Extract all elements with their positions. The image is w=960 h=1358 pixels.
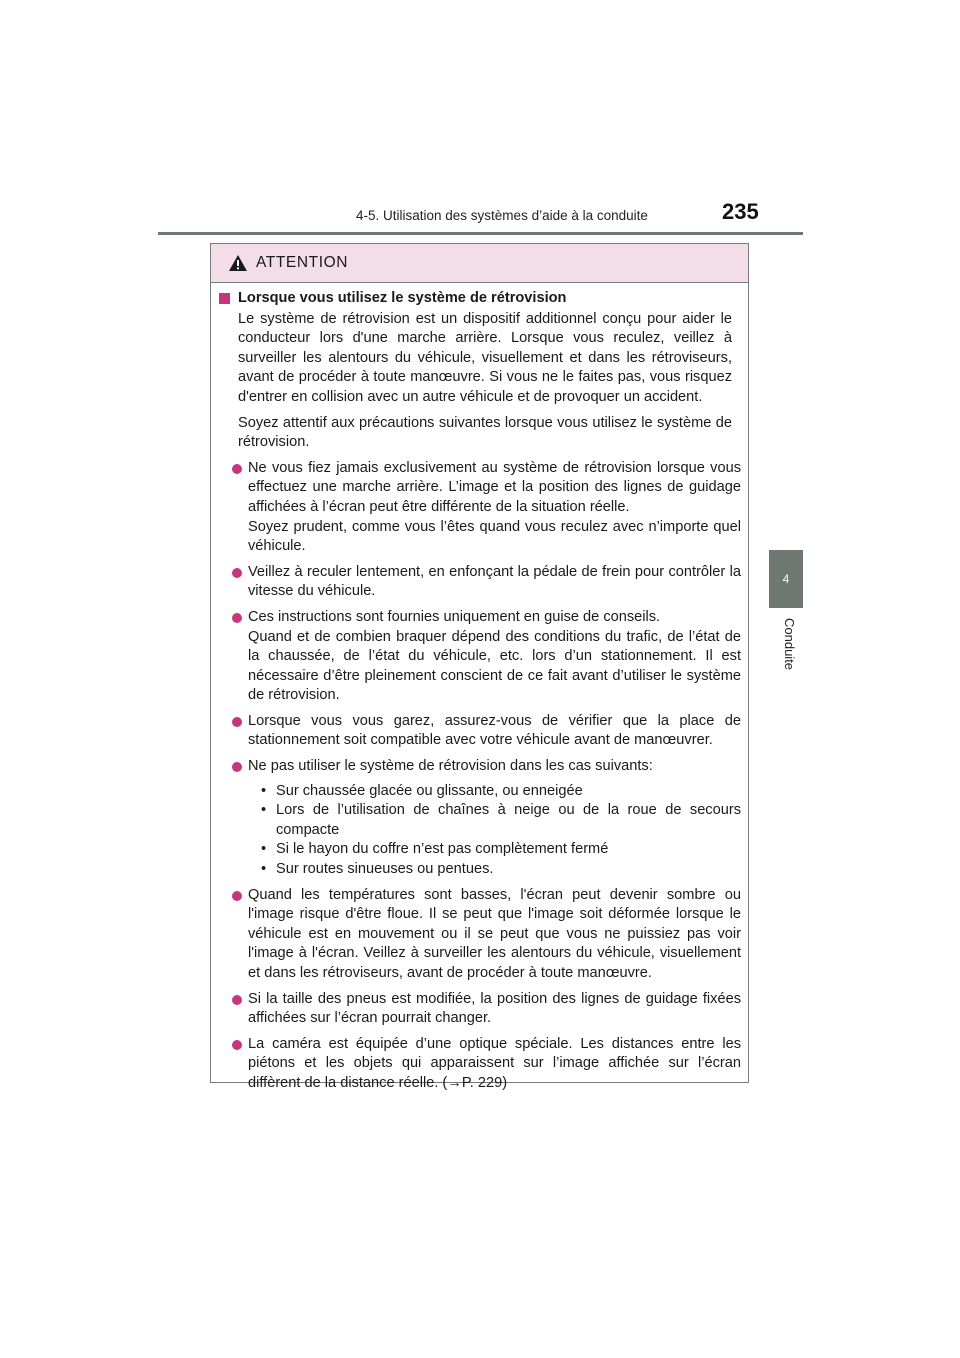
page-number: 235 [722,199,759,224]
bullet-text: Ces instructions sont fournies uniquement en guise de conseils. [248,608,661,625]
case-item [261,840,741,860]
warning-box [210,243,749,1091]
case-marker: • [261,841,267,858]
bullet-dot-icon [232,1040,242,1050]
bullet-text: Lorsque vous vous garez, assurez-vous de vérifier que la place de stationnement soit compatible avec votre véhicule avant de manœuvrer. [248,712,741,749]
bullet-text: Veillez à reculer lentement, en enfonçant la pédale de frein pour contrôler la vitesse du véhicule. [248,563,741,600]
bullet-text: Si la taille des pneus est modifiée, la position des lignes de guidage fixées affichées sur l’écran pourrait changer. [248,990,741,1027]
bullet-item [218,459,741,557]
case-list [248,782,741,880]
bullet-dot-icon [232,464,242,474]
chapter-label: Conduite [782,618,797,671]
chapter-number: 4 [782,572,790,586]
bullet-text: La caméra est équipée d’une optique spéciale. Les distances entre les piétons et les objets qui apparaissent sur l’image affichée sur l’écran diffèrent de la distance réelle. (→P. 229) [248,1035,741,1091]
paragraph: Soyez attentif aux précautions suivantes lorsque vous utilisez le système de rétrovision. [238,414,732,451]
warning-triangle-icon [228,254,248,272]
bullet-dot-icon [232,891,242,901]
bullet-item [218,990,741,1029]
case-text: Lors de l’utilisation de chaînes à neige ou de la roue de secours compacte [276,802,741,838]
warning-subheading [218,289,741,309]
bullet-item [218,886,741,984]
bullet-text: Quand et de combien braquer dépend des conditions du trafic, de l’état de la chaussée, de l’état du véhicule, etc. lors d’un stationnement. Il est nécessaire d’être pleinement conscient de ce fait avant d’utiliser le système de rétrovision. [248,628,741,704]
bullet-dot-icon [232,568,242,578]
warning-body [211,283,748,1094]
case-text: Si le hayon du coffre n’est pas complètement fermé [276,841,609,858]
case-text: Sur chaussée glacée ou glissante, ou enneigée [276,782,583,799]
case-marker: • [261,802,267,819]
bullet-item [218,757,741,880]
bullet-dot-icon [232,762,242,772]
bullet-text: Quand les températures sont basses, l'écran peut devenir sombre ou l'image risque d'être floue. Il se peut que l'image soit déformée lorsque le véhicule est en mouvement ou il se peut que vous ne puissiez pas voir l'image à l'écran. Veillez à surveiller les alentours du véhicule, visuellement et dans les rétroviseurs, avant de procéder à toute manœuvre. [248,886,741,981]
bullet-text: Soyez prudent, comme vous l’êtes quand vous reculez avec n’importe quel véhicule. [248,518,741,555]
bullet-item [218,1035,741,1094]
bullet-dot-icon [232,995,242,1005]
warning-title: ATTENTION [256,254,349,271]
header-rule [158,232,803,235]
warning-header [211,244,748,283]
bullet-text: Ne vous fiez jamais exclusivement au système de rétrovision lorsque vous effectuez une marche arrière. L’image et la position des lignes de guidage affichées à l’écran peut être différente de la situation réelle. [248,459,741,515]
page-header [0,0,960,240]
square-bullet-icon [219,293,230,304]
section-title: 4-5. Utilisation des systèmes d’aide à la conduite [356,208,648,223]
bullet-item [218,712,741,751]
bullet-dot-icon [232,717,242,727]
bullet-item [218,608,741,706]
case-marker: • [261,861,267,878]
bullet-dot-icon [232,613,242,623]
case-item [261,782,741,802]
chapter-tab [769,550,803,608]
case-item [261,801,741,840]
case-item [261,860,741,880]
bullet-text: Ne pas utiliser le système de rétrovision dans les cas suivants: [248,758,653,775]
paragraph: Le système de rétrovision est un dispositif additionnel conçu pour aider le conducteur lors d'une marche arrière. Lorsque vous reculez, veillez à surveiller les alentours du véhicule, visuellement et dans les rétroviseurs, avant de procéder à toute manœuvre. Si vous ne le faites pas, vous risquez d'entrer en collision avec un autre véhicule et de provoquer un accident. [238,310,732,405]
bullet-item [218,563,741,602]
subheading-text: Lorsque vous utilisez le système de rétrovision [238,290,567,306]
case-marker: • [261,782,267,799]
case-text: Sur routes sinueuses ou pentues. [276,861,494,878]
